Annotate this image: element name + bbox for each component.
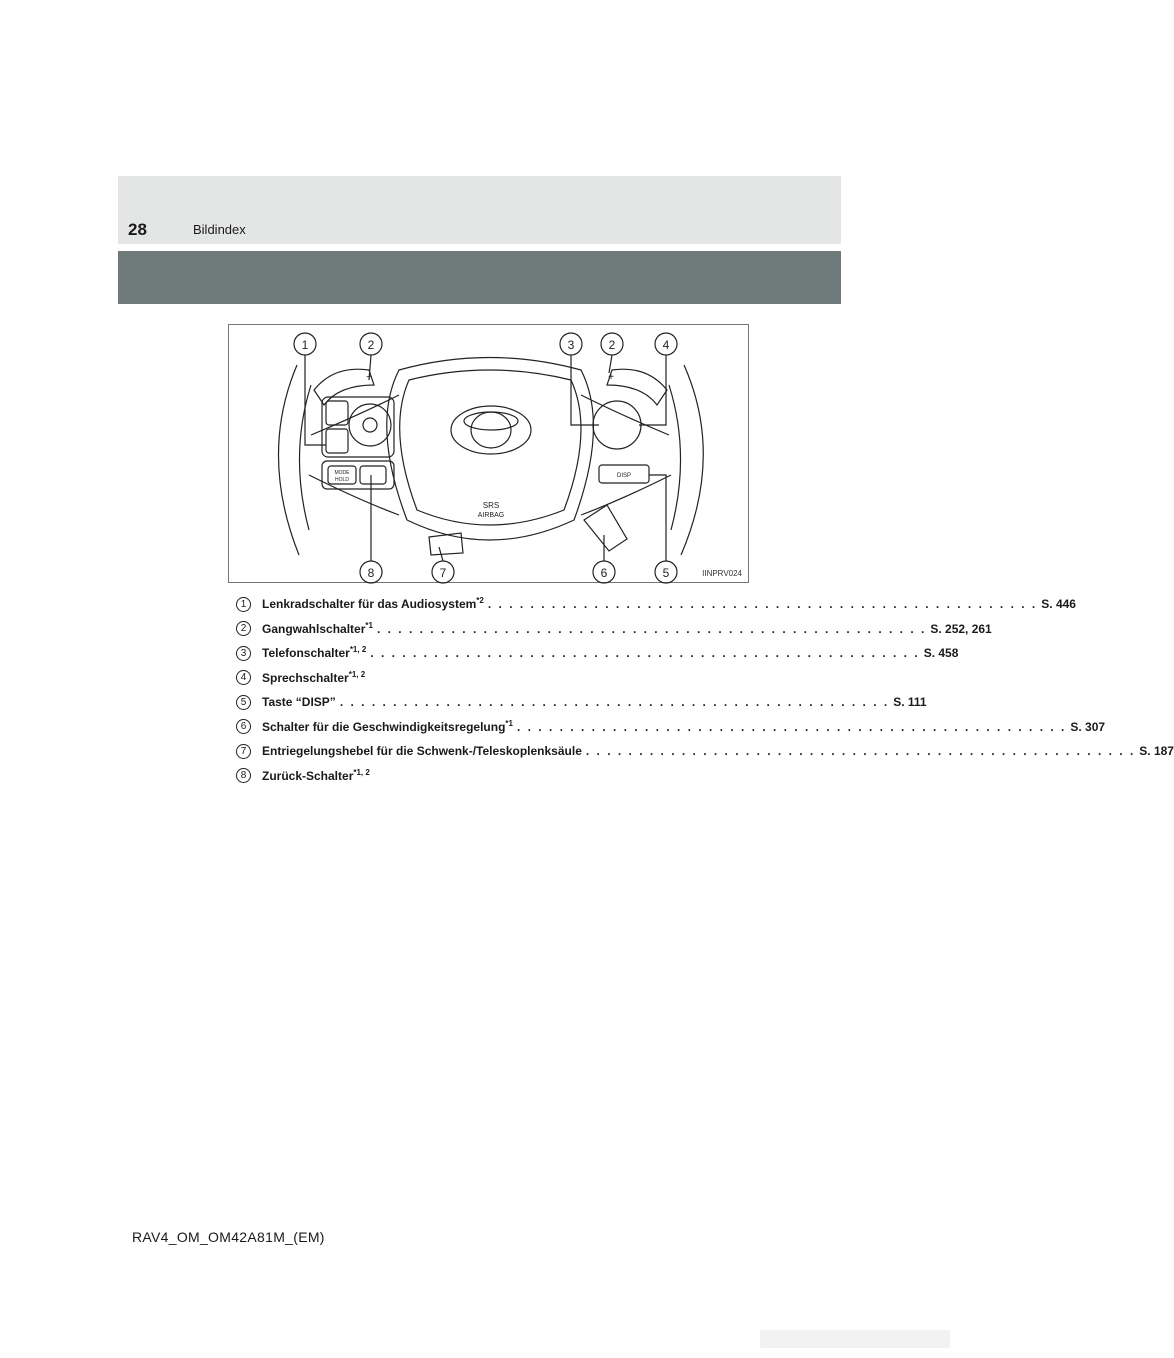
item-page-ref: S. 252, 261 bbox=[930, 621, 992, 636]
item-page-ref: S. 307 bbox=[1070, 719, 1106, 734]
leader-dots: . . . . . . . . . . . . . . . . . . . . . . . . . . . . . . . . . . . . . . . . . . . . . . . . . . . . bbox=[585, 744, 1136, 759]
callout-5: 5 bbox=[662, 566, 670, 580]
item-number: 5 bbox=[236, 695, 251, 710]
steering-wheel-figure bbox=[228, 324, 749, 583]
item-number: 4 bbox=[236, 670, 251, 685]
item-number: 1 bbox=[236, 597, 251, 612]
plus-paddle-label: + bbox=[608, 372, 614, 383]
callout-4: 4 bbox=[662, 338, 670, 352]
section-title: Bildindex bbox=[193, 222, 246, 237]
item-number: 8 bbox=[236, 768, 251, 783]
callout-7: 7 bbox=[439, 566, 447, 580]
list-item bbox=[236, 690, 927, 715]
list-item bbox=[236, 666, 720, 691]
leader-dots: . . . . . . . . . . . . . . . . . . . . . . . . . . . . . . . . . . . . . . . . . . . . . . . . . . . . bbox=[370, 646, 920, 661]
leader-dots: . . . . . . . . . . . . . . . . . . . . . . . . . . . . . . . . . . . . . . . . . . . . . . . . . . . . bbox=[339, 695, 890, 710]
page-number: 28 bbox=[128, 220, 147, 239]
header-band bbox=[118, 176, 841, 244]
callout-2-right: 2 bbox=[608, 338, 616, 352]
list-item bbox=[236, 592, 1076, 617]
mode-label: MODE bbox=[334, 470, 350, 476]
callout-6: 6 bbox=[600, 566, 608, 580]
item-label: Entriegelungshebel für die Schwenk-/Teleskoplenksäule bbox=[262, 744, 582, 759]
hold-label: HOLD bbox=[335, 477, 349, 483]
item-label: Sprechschalter$^{*1, 2}$ bbox=[262, 669, 366, 685]
airbag-label: AIRBAG bbox=[477, 512, 505, 519]
list-item bbox=[236, 617, 992, 642]
item-label: Telefonschalter$^{*1, 2}$ bbox=[262, 645, 367, 661]
srs-label: SRS bbox=[482, 501, 500, 510]
callout-3: 3 bbox=[567, 338, 575, 352]
leader-dots: . . . . . . . . . . . . . . . . . . . . . . . . . . . . . . . . . . . . . . . . . . . . . . . . . . . . bbox=[376, 621, 927, 636]
minus-paddle-label: − bbox=[366, 372, 372, 383]
callout-1: 1 bbox=[301, 338, 309, 352]
list-item bbox=[236, 764, 720, 789]
disp-label: DISP bbox=[616, 473, 632, 479]
item-label: Zurück-Schalter$^{*1, 2}$ bbox=[262, 767, 370, 783]
item-label: Lenkradschalter für das Audiosystem$^{*2}$ bbox=[262, 596, 484, 612]
item-page-ref: S. 446 bbox=[1041, 597, 1076, 612]
list-item bbox=[236, 739, 1174, 764]
item-number: 3 bbox=[236, 646, 251, 661]
figure-code: IINPRV024 bbox=[702, 569, 742, 578]
watermark-area bbox=[760, 1330, 950, 1348]
item-label: Gangwahlschalter$^{*1}$ bbox=[262, 620, 373, 636]
item-page-ref: S. 111 bbox=[893, 695, 927, 710]
item-number: 2 bbox=[236, 621, 251, 636]
legend-list bbox=[236, 592, 1174, 788]
list-item bbox=[236, 641, 959, 666]
callout-2-left: 2 bbox=[367, 338, 375, 352]
item-number: 7 bbox=[236, 744, 251, 759]
item-label: Schalter für die Geschwindigkeitsregelung$^{*1}$ bbox=[262, 718, 513, 734]
section-banner bbox=[118, 251, 841, 304]
steering-wheel-illustration bbox=[229, 325, 750, 584]
document-id: RAV4_OM_OM42A81M_(EM) bbox=[132, 1229, 325, 1245]
item-page-ref: S. 458 bbox=[923, 646, 959, 661]
item-label: Taste “DISP” bbox=[262, 695, 336, 710]
callout-8: 8 bbox=[367, 566, 375, 580]
leader-dots: . . . . . . . . . . . . . . . . . . . . . . . . . . . . . . . . . . . . . . . . . . . . . . . . . . . . bbox=[516, 719, 1067, 734]
list-item bbox=[236, 715, 1106, 740]
item-page-ref: S. 187 bbox=[1139, 744, 1174, 759]
item-number: 6 bbox=[236, 719, 251, 734]
leader-dots: . . . . . . . . . . . . . . . . . . . . . . . . . . . . . . . . . . . . . . . . . . . . . . . . . . . . bbox=[487, 597, 1038, 612]
